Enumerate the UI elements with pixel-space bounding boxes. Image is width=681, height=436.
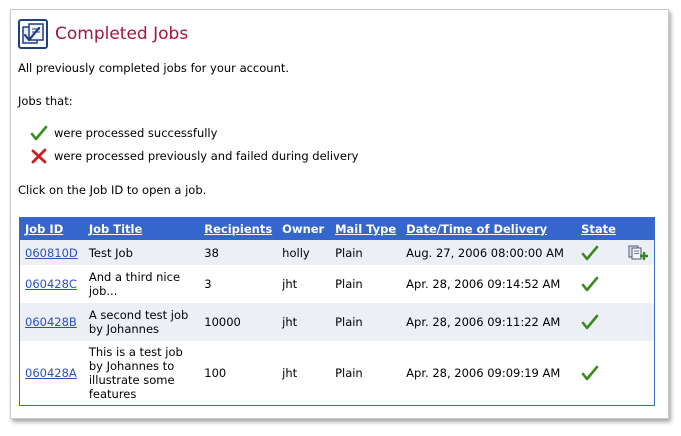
legend-success — [30, 125, 217, 141]
state-cell — [576, 240, 622, 265]
table-row — [20, 240, 655, 265]
job-id-link[interactable]: 060810D — [25, 245, 78, 260]
job-title-cell: This is a test job by Johannes to illustrate some features — [88, 344, 183, 401]
green-check-icon — [30, 125, 48, 141]
column-header-delivery[interactable]: Date/Time of Delivery — [406, 222, 548, 236]
job-id-link[interactable]: 060428B — [25, 315, 77, 329]
table-row — [20, 303, 655, 341]
state-cell — [576, 265, 622, 303]
instruction-text: Click on the Job ID to open a job. — [18, 183, 207, 197]
green-check-icon — [581, 245, 599, 261]
state-cell — [576, 303, 622, 341]
completed-jobs-icon — [18, 19, 48, 49]
job-id-link[interactable]: 060428A — [25, 365, 77, 380]
delivery-cell: Apr. 28, 2006 09:14:52 AM — [406, 277, 561, 291]
page-description: All previously completed jobs for your account. — [18, 61, 290, 75]
jobs-that-label: Jobs that: — [18, 94, 73, 108]
table-row — [20, 265, 655, 303]
column-header-state[interactable]: State — [581, 222, 616, 236]
legend-success-label: were processed successfully — [54, 126, 218, 140]
green-check-icon — [581, 314, 599, 330]
jobs-table — [19, 217, 655, 406]
green-check-icon — [581, 365, 599, 381]
owner-cell: holly — [282, 245, 310, 260]
mail-type-cell: Plain — [335, 365, 363, 380]
job-id-link[interactable]: 060428C — [25, 277, 77, 291]
actions-cell — [622, 303, 655, 341]
legend-failed-label: were processed previously and failed during delivery — [54, 149, 359, 163]
delivery-cell: Apr. 28, 2006 09:11:22 AM — [406, 315, 561, 329]
delivery-cell: Apr. 28, 2006 09:09:19 AM — [406, 365, 561, 380]
column-header-recipients[interactable]: Recipients — [204, 222, 273, 236]
column-header-job-title[interactable]: Job Title — [88, 222, 143, 236]
actions-cell — [622, 265, 655, 303]
column-header-actions — [622, 218, 655, 241]
mail-type-cell: Plain — [335, 277, 363, 291]
column-header-owner: Owner — [282, 222, 325, 236]
recipients-cell: 3 — [204, 277, 212, 291]
column-header-job-id[interactable]: Job ID — [25, 222, 64, 236]
delivery-cell: Aug. 27, 2006 08:00:00 AM — [406, 245, 564, 260]
table-header-row — [20, 218, 655, 241]
job-title-cell: And a third nice job... — [88, 270, 181, 298]
job-title-cell: Test Job — [88, 245, 133, 260]
actions-cell — [622, 240, 655, 265]
actions-cell — [622, 341, 655, 405]
recipients-cell: 10000 — [204, 315, 241, 329]
green-check-icon — [581, 276, 599, 292]
red-x-icon — [30, 148, 48, 164]
owner-cell: jht — [282, 315, 298, 329]
state-cell — [576, 341, 622, 405]
column-header-mail-type[interactable]: Mail Type — [335, 222, 397, 236]
page-title: Completed Jobs — [55, 24, 189, 44]
recipients-cell: 100 — [204, 365, 227, 380]
owner-cell: jht — [282, 365, 298, 380]
table-row — [20, 341, 655, 405]
legend-failed — [30, 148, 358, 164]
owner-cell: jht — [282, 277, 298, 291]
copy-job-icon[interactable] — [627, 245, 649, 261]
completed-jobs-panel — [10, 9, 669, 419]
recipients-cell: 38 — [204, 245, 219, 260]
mail-type-cell: Plain — [335, 245, 363, 260]
page-header — [18, 19, 188, 49]
mail-type-cell: Plain — [335, 315, 363, 329]
job-title-cell: A second test job by Johannes — [88, 308, 189, 336]
